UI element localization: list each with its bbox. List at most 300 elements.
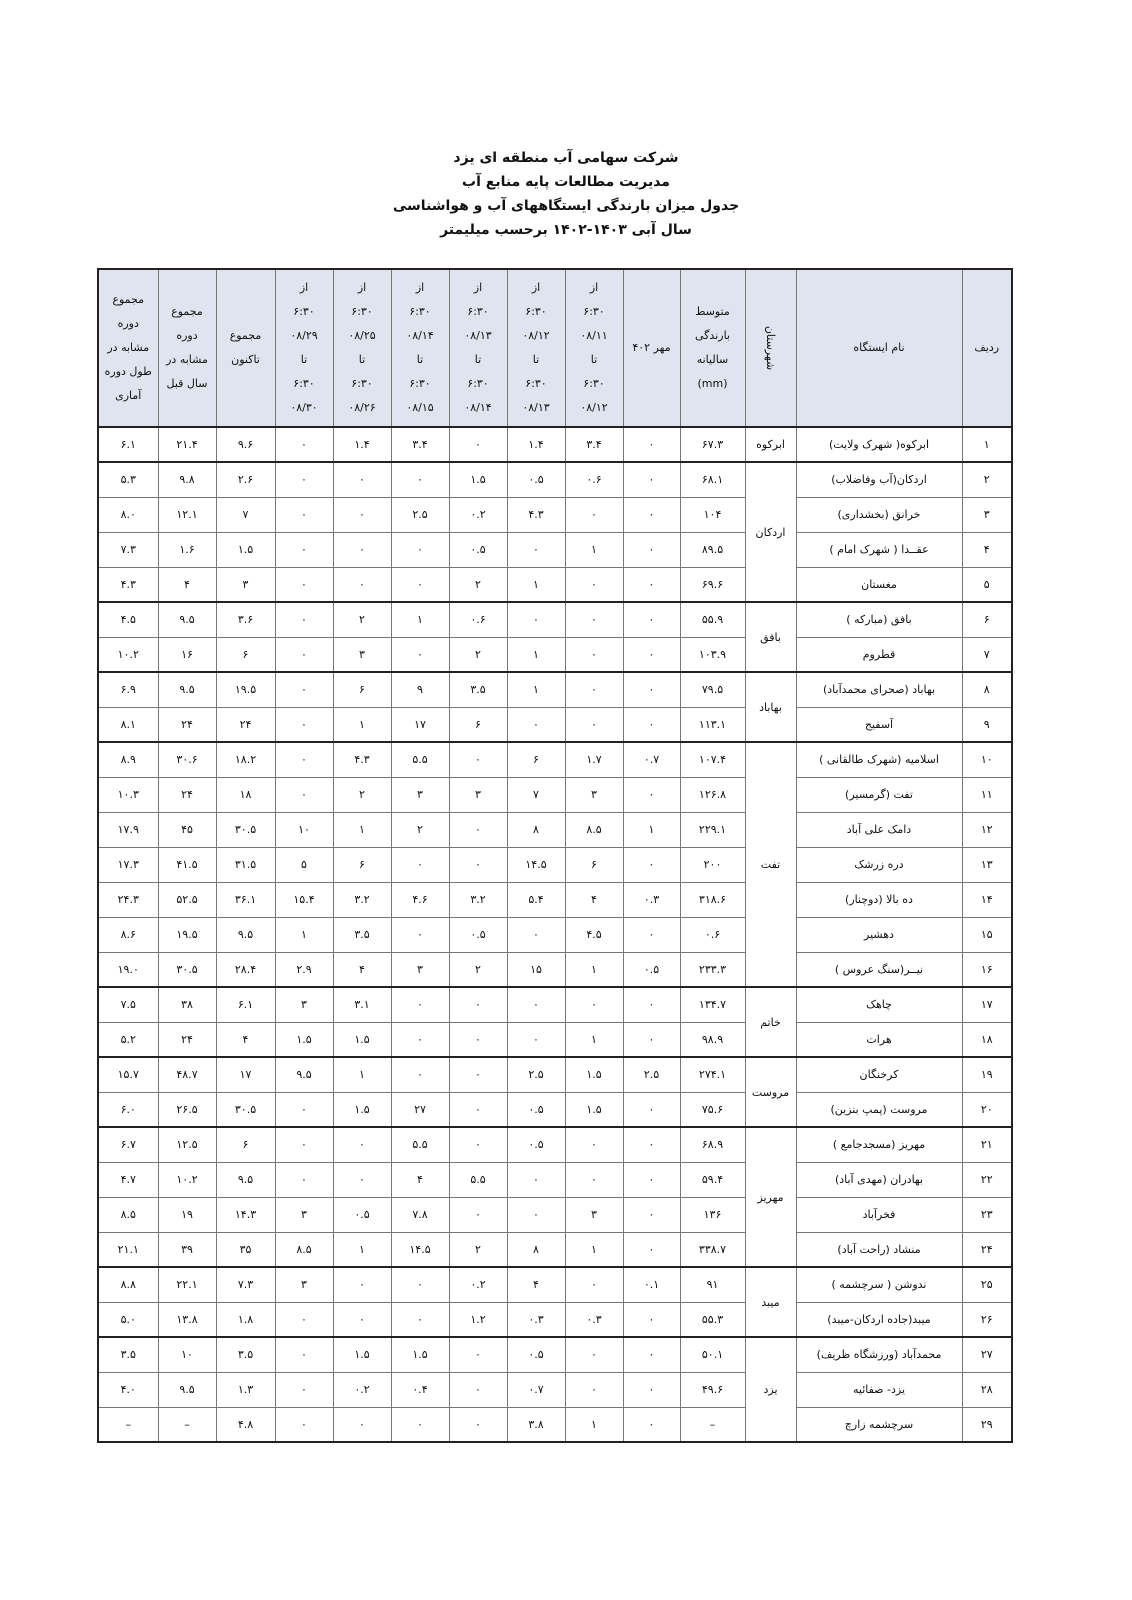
period-rainfall-cell: ۰ <box>565 1372 623 1407</box>
row-number-cell: ۱۳ <box>962 847 1012 882</box>
period-rainfall-cell: ۲ <box>449 567 507 602</box>
station-name-cell: دامک علی آباد <box>796 812 962 847</box>
avg-rainfall-cell: ۸۹.۵ <box>680 532 745 567</box>
period-rainfall-cell: ۰ <box>565 987 623 1022</box>
long-term-cell: ۱۰.۲ <box>98 637 158 672</box>
period-rainfall-cell: ۱ <box>333 707 391 742</box>
period-rainfall-cell: ۲.۵ <box>507 1057 565 1092</box>
row-number-cell: ۵ <box>962 567 1012 602</box>
table-row <box>98 1092 1012 1127</box>
header-period-line: ۰۸/۲۶ <box>348 401 376 414</box>
mehr-rainfall-cell: ۰ <box>623 1337 680 1372</box>
long-term-cell: ۲۴.۳ <box>98 882 158 917</box>
station-name-cell: منشاد (راحت آباد) <box>796 1232 962 1267</box>
period-rainfall-cell: ۱.۵ <box>333 1337 391 1372</box>
long-term-cell: ۱۹.۰ <box>98 952 158 987</box>
period-rainfall-cell: ۰ <box>333 1162 391 1197</box>
period-rainfall-cell: ۷ <box>507 777 565 812</box>
period-rainfall-cell: ۱۰ <box>275 812 333 847</box>
long-term-cell: ۵.۲ <box>98 1022 158 1057</box>
table-row <box>98 1197 1012 1232</box>
period-rainfall-cell: ۴ <box>333 952 391 987</box>
period-rainfall-cell: ۳ <box>275 987 333 1022</box>
period-rainfall-cell: ۰.۵ <box>507 462 565 497</box>
avg-rainfall-cell: ۶۸.۱ <box>680 462 745 497</box>
table-row <box>98 777 1012 812</box>
period-rainfall-cell: ۸.۵ <box>275 1232 333 1267</box>
period-rainfall-cell: ۰ <box>507 987 565 1022</box>
header-period-2 <box>507 269 565 427</box>
row-number-cell: ۲۹ <box>962 1407 1012 1442</box>
period-rainfall-cell: ۰ <box>507 1197 565 1232</box>
station-name-cell: محمدآباد (ورزشگاه ظریف) <box>796 1337 962 1372</box>
header-station: نام ایستگاه <box>796 269 962 427</box>
long-term-cell: ۸.۹ <box>98 742 158 777</box>
avg-rainfall-cell: ۶۹.۶ <box>680 567 745 602</box>
station-name-cell: بهاباد (صحرای محمدآباد) <box>796 672 962 707</box>
period-rainfall-cell: ۱.۷ <box>565 742 623 777</box>
period-rainfall-cell: ۱.۲ <box>449 1302 507 1337</box>
mehr-rainfall-cell: ۰ <box>623 777 680 812</box>
avg-rainfall-cell: ۱۲۶.۸ <box>680 777 745 812</box>
mehr-rainfall-cell: ۰ <box>623 637 680 672</box>
row-number-cell: ۶ <box>962 602 1012 637</box>
header-prev-line: سال قبل <box>166 377 208 390</box>
period-rainfall-cell: ۰ <box>333 532 391 567</box>
mehr-rainfall-cell: ۰ <box>623 847 680 882</box>
period-rainfall-cell: ۱ <box>333 1232 391 1267</box>
period-rainfall-cell: ۲ <box>449 637 507 672</box>
mehr-rainfall-cell: ۱ <box>623 812 680 847</box>
total-cell: ۳۶.۱ <box>216 882 275 917</box>
city-cell: یزد <box>745 1337 796 1442</box>
period-rainfall-cell: ۵ <box>275 847 333 882</box>
period-rainfall-cell: ۲.۹ <box>275 952 333 987</box>
period-rainfall-cell: ۰ <box>391 1022 449 1057</box>
long-term-cell: ۶.۰ <box>98 1092 158 1127</box>
table-row <box>98 602 1012 637</box>
header-period-line: ۶:۳۰ <box>409 377 431 390</box>
header-period-line: تا <box>416 353 424 366</box>
prev-year-cell: ۹.۵ <box>158 1372 216 1407</box>
period-rainfall-cell: ۰ <box>565 637 623 672</box>
city-cell: مهریز <box>745 1127 796 1267</box>
station-name-cell: اردکان(آب وفاضلاب) <box>796 462 962 497</box>
period-rainfall-cell: ۱۵ <box>507 952 565 987</box>
period-rainfall-cell: ۱ <box>565 532 623 567</box>
row-number-cell: ۱۶ <box>962 952 1012 987</box>
total-cell: ۳۰.۵ <box>216 1092 275 1127</box>
mehr-rainfall-cell: ۰ <box>623 1162 680 1197</box>
city-cell: تفت <box>745 742 796 987</box>
prev-year-cell: ۲۲.۱ <box>158 1267 216 1302</box>
period-rainfall-cell: ۱ <box>333 1057 391 1092</box>
period-rainfall-cell: ۱.۴ <box>507 427 565 462</box>
period-rainfall-cell: ۰ <box>333 1267 391 1302</box>
long-term-cell: ۵.۳ <box>98 462 158 497</box>
avg-rainfall-cell: ۵۹.۴ <box>680 1162 745 1197</box>
period-rainfall-cell: ۰ <box>275 1337 333 1372</box>
period-rainfall-cell: ۳ <box>449 777 507 812</box>
row-number-cell: ۲ <box>962 462 1012 497</box>
row-number-cell: ۱۱ <box>962 777 1012 812</box>
long-term-cell: ۴.۳ <box>98 567 158 602</box>
period-rainfall-cell: ۱.۵ <box>449 462 507 497</box>
total-cell: ۳.۶ <box>216 602 275 637</box>
prev-year-cell: ۳۰.۶ <box>158 742 216 777</box>
period-rainfall-cell: ۱۷ <box>391 707 449 742</box>
period-rainfall-cell: ۳ <box>333 637 391 672</box>
long-term-cell: ۷.۵ <box>98 987 158 1022</box>
total-cell: ۶ <box>216 1127 275 1162</box>
period-rainfall-cell: ۰ <box>275 427 333 462</box>
period-rainfall-cell: ۳.۴ <box>565 427 623 462</box>
header-period-line: تا <box>532 353 540 366</box>
table-row <box>98 707 1012 742</box>
period-rainfall-cell: ۶ <box>565 847 623 882</box>
mehr-rainfall-cell: ۲.۵ <box>623 1057 680 1092</box>
period-rainfall-cell: ۰ <box>449 742 507 777</box>
period-rainfall-cell: ۳ <box>391 777 449 812</box>
period-rainfall-cell: ۱.۵ <box>275 1022 333 1057</box>
station-name-cell: اسلامیه (شهرک طالقانی ) <box>796 742 962 777</box>
period-rainfall-cell: ۱.۵ <box>333 1092 391 1127</box>
header-period-line: تا <box>474 353 482 366</box>
header-row-number: ردیف <box>962 269 1012 427</box>
long-term-cell: ۸.۰ <box>98 497 158 532</box>
row-number-cell: ۲۷ <box>962 1337 1012 1372</box>
mehr-rainfall-cell: ۰.۱ <box>623 1267 680 1302</box>
row-number-cell: ۱۰ <box>962 742 1012 777</box>
period-rainfall-cell: ۰.۷ <box>507 1372 565 1407</box>
period-rainfall-cell: ۰.۲ <box>449 1267 507 1302</box>
header-period-line: تا <box>590 353 598 366</box>
period-rainfall-cell: ۰ <box>449 1092 507 1127</box>
row-number-cell: ۱ <box>962 427 1012 462</box>
header-long-term <box>98 269 158 427</box>
period-rainfall-cell: ۰.۲ <box>333 1372 391 1407</box>
period-rainfall-cell: ۰.۵ <box>333 1197 391 1232</box>
avg-rainfall-cell: ۱۱۳.۱ <box>680 707 745 742</box>
prev-year-cell: ۱۰.۲ <box>158 1162 216 1197</box>
mehr-rainfall-cell: ۰ <box>623 672 680 707</box>
period-rainfall-cell: ۱۵.۴ <box>275 882 333 917</box>
header-period-line: ۶:۳۰ <box>583 305 605 318</box>
header-total-line: مجموع <box>229 329 262 342</box>
header-period-line: ۰۸/۱۴ <box>464 401 492 414</box>
station-name-cell: مروست (پمپ بنزین) <box>796 1092 962 1127</box>
avg-rainfall-cell: ۵۵.۳ <box>680 1302 745 1337</box>
long-term-cell: ۱۵.۷ <box>98 1057 158 1092</box>
header-avg-line: سالیانه <box>696 353 729 366</box>
table-body <box>98 427 1012 1442</box>
mehr-rainfall-cell: ۰ <box>623 1197 680 1232</box>
mehr-rainfall-cell: ۰ <box>623 602 680 637</box>
company-title: شرکت سهامی آب منطقه ای یزد <box>453 150 679 166</box>
header-period-line: از <box>299 281 309 294</box>
prev-year-cell: ۳۸ <box>158 987 216 1022</box>
period-rainfall-cell: ۳.۱ <box>333 987 391 1022</box>
mehr-rainfall-cell: ۰ <box>623 707 680 742</box>
station-name-cell: دره زرشک <box>796 847 962 882</box>
avg-rainfall-cell: ۲۰۰ <box>680 847 745 882</box>
total-cell: ۱۷ <box>216 1057 275 1092</box>
header-period-line: ۰۸/۱۳ <box>522 401 550 414</box>
period-rainfall-cell: ۰ <box>449 987 507 1022</box>
period-rainfall-cell: ۰ <box>275 1127 333 1162</box>
table-row <box>98 1302 1012 1337</box>
row-number-cell: ۲۵ <box>962 1267 1012 1302</box>
avg-rainfall-cell: ۱۰۴ <box>680 497 745 532</box>
prev-year-cell: ۲۴ <box>158 707 216 742</box>
mehr-rainfall-cell: ۰ <box>623 987 680 1022</box>
period-rainfall-cell: ۷.۸ <box>391 1197 449 1232</box>
total-cell: ۲۴ <box>216 707 275 742</box>
department-title: مدیریت مطالعات پایه منابع آب <box>462 174 670 190</box>
period-rainfall-cell: ۰ <box>565 707 623 742</box>
period-rainfall-cell: ۰.۵ <box>449 917 507 952</box>
header-avg <box>680 269 745 427</box>
period-rainfall-cell: ۱۴.۵ <box>507 847 565 882</box>
period-rainfall-cell: ۴.۵ <box>565 917 623 952</box>
long-term-cell: ۶.۷ <box>98 1127 158 1162</box>
period-rainfall-cell: ۱ <box>565 952 623 987</box>
period-rainfall-cell: ۴.۳ <box>333 742 391 777</box>
header-avg-line: بارندگی <box>695 329 730 342</box>
water-year-title: سال آبی ۱۴۰۳-۱۴۰۲ برحسب میلیمتر <box>440 222 692 238</box>
period-rainfall-cell: ۰ <box>449 1022 507 1057</box>
station-name-cell: ده بالا (دوچنار) <box>796 882 962 917</box>
table-row <box>98 1022 1012 1057</box>
header-period-line: ۶:۳۰ <box>525 377 547 390</box>
avg-rainfall-cell: ۲۲۹.۱ <box>680 812 745 847</box>
period-rainfall-cell: ۰ <box>275 1407 333 1442</box>
period-rainfall-cell: ۶ <box>333 672 391 707</box>
row-number-cell: ۲۲ <box>962 1162 1012 1197</box>
period-rainfall-cell: ۳.۴ <box>391 427 449 462</box>
long-term-cell: ۸.۵ <box>98 1197 158 1232</box>
period-rainfall-cell: ۰ <box>275 1302 333 1337</box>
station-name-cell: بافق (مبارکه ) <box>796 602 962 637</box>
long-term-cell: ۱۷.۹ <box>98 812 158 847</box>
total-cell: ۱۴.۳ <box>216 1197 275 1232</box>
avg-rainfall-cell: ۷۹.۵ <box>680 672 745 707</box>
period-rainfall-cell: ۰ <box>275 497 333 532</box>
total-cell: ۳۵ <box>216 1232 275 1267</box>
period-rainfall-cell: ۲ <box>333 777 391 812</box>
period-rainfall-cell: ۰ <box>507 532 565 567</box>
period-rainfall-cell: ۰ <box>565 1337 623 1372</box>
table-row <box>98 987 1012 1022</box>
period-rainfall-cell: ۰.۶ <box>449 602 507 637</box>
period-rainfall-cell: ۰.۵ <box>449 532 507 567</box>
avg-rainfall-cell: ۱۳۶ <box>680 1197 745 1232</box>
period-rainfall-cell: ۱ <box>333 812 391 847</box>
period-rainfall-cell: ۰ <box>275 1092 333 1127</box>
prev-year-cell: ۹.۵ <box>158 602 216 637</box>
station-name-cell: تفت (گرمسیر) <box>796 777 962 812</box>
period-rainfall-cell: ۰ <box>275 567 333 602</box>
period-rainfall-cell: ۲۷ <box>391 1092 449 1127</box>
header-period-line: از <box>531 281 541 294</box>
period-rainfall-cell: ۰ <box>507 602 565 637</box>
prev-year-cell: ۴۵ <box>158 812 216 847</box>
table-row <box>98 1162 1012 1197</box>
table-row <box>98 672 1012 707</box>
prev-year-cell: ۲۱.۴ <box>158 427 216 462</box>
station-name-cell: ابرکوه( شهرک ولایت) <box>796 427 962 462</box>
prev-year-cell: ۴ <box>158 567 216 602</box>
table-row <box>98 1372 1012 1407</box>
header-period-line: ۰۸/۱۲ <box>580 401 608 414</box>
period-rainfall-cell: ۰ <box>275 672 333 707</box>
row-number-cell: ۲۴ <box>962 1232 1012 1267</box>
station-name-cell: نیــر(سنگ عروس ) <box>796 952 962 987</box>
period-rainfall-cell: ۰ <box>449 1127 507 1162</box>
period-rainfall-cell: ۱.۵ <box>333 1022 391 1057</box>
period-rainfall-cell: ۰ <box>565 567 623 602</box>
station-name-cell: یزد- صفائیه <box>796 1372 962 1407</box>
period-rainfall-cell: ۱ <box>507 672 565 707</box>
long-term-cell: ۴.۵ <box>98 602 158 637</box>
header-period-line: ۶:۳۰ <box>467 305 489 318</box>
period-rainfall-cell: ۰ <box>333 567 391 602</box>
table-row <box>98 1057 1012 1092</box>
period-rainfall-cell: ۲ <box>391 812 449 847</box>
avg-rainfall-cell: ۱۳۴.۷ <box>680 987 745 1022</box>
total-cell: ۹.۵ <box>216 917 275 952</box>
period-rainfall-cell: ۰ <box>333 497 391 532</box>
avg-rainfall-cell: ۱۰۳.۹ <box>680 637 745 672</box>
header-long-line: دوره <box>117 317 139 330</box>
header-period-line: تا <box>300 353 308 366</box>
mehr-rainfall-cell: ۰ <box>623 917 680 952</box>
period-rainfall-cell: ۳.۲ <box>449 882 507 917</box>
avg-rainfall-cell: ۵۵.۹ <box>680 602 745 637</box>
row-number-cell: ۱۵ <box>962 917 1012 952</box>
period-rainfall-cell: ۰ <box>391 567 449 602</box>
station-name-cell: سرچشمه زارچ <box>796 1407 962 1442</box>
period-rainfall-cell: ۸ <box>507 812 565 847</box>
avg-rainfall-cell: ۹۸.۹ <box>680 1022 745 1057</box>
total-cell: ۷ <box>216 497 275 532</box>
row-number-cell: ۲۶ <box>962 1302 1012 1337</box>
total-cell: ۳۰.۵ <box>216 812 275 847</box>
period-rainfall-cell: ۰ <box>275 742 333 777</box>
period-rainfall-cell: ۰.۵ <box>507 1337 565 1372</box>
city-cell: خاتم <box>745 987 796 1057</box>
header-total-line: تاکنون <box>231 353 260 366</box>
total-cell: ۱۹.۵ <box>216 672 275 707</box>
long-term-cell: ۸.۸ <box>98 1267 158 1302</box>
period-rainfall-cell: ۰ <box>275 777 333 812</box>
prev-year-cell: ۵۲.۵ <box>158 882 216 917</box>
total-cell: ۶.۱ <box>216 987 275 1022</box>
period-rainfall-cell: ۶ <box>507 742 565 777</box>
header-total <box>216 269 275 427</box>
table-row <box>98 497 1012 532</box>
avg-rainfall-cell: ۲۳۳.۳ <box>680 952 745 987</box>
mehr-rainfall-cell: ۰ <box>623 1372 680 1407</box>
prev-year-cell: ۲۴ <box>158 1022 216 1057</box>
period-rainfall-cell: ۰ <box>275 462 333 497</box>
table-title: جدول میزان بارندگی ایستگاههای آب و هواشناسی <box>392 198 740 214</box>
mehr-rainfall-cell: ۰ <box>623 427 680 462</box>
avg-rainfall-cell: ۷۵.۶ <box>680 1092 745 1127</box>
period-rainfall-cell: ۱ <box>565 1232 623 1267</box>
header-period-line: ۰۸/۲۵ <box>348 329 376 342</box>
avg-rainfall-cell: ۰.۶ <box>680 917 745 952</box>
total-cell: ۷.۳ <box>216 1267 275 1302</box>
station-name-cell: قطروم <box>796 637 962 672</box>
total-cell: ۳ <box>216 567 275 602</box>
period-rainfall-cell: ۳.۸ <box>507 1407 565 1442</box>
total-cell: ۱.۵ <box>216 532 275 567</box>
period-rainfall-cell: ۴ <box>507 1267 565 1302</box>
period-rainfall-cell: ۰ <box>333 1302 391 1337</box>
period-rainfall-cell: ۱ <box>391 602 449 637</box>
table-row <box>98 812 1012 847</box>
header-long-line: مشابه در <box>107 341 150 354</box>
table-row <box>98 742 1012 777</box>
period-rainfall-cell: ۱ <box>507 567 565 602</box>
period-rainfall-cell: ۰ <box>275 1162 333 1197</box>
period-rainfall-cell: ۸.۵ <box>565 812 623 847</box>
header-period-line: ۰۸/۱۵ <box>406 401 434 414</box>
header-period-line: ۶:۳۰ <box>293 377 315 390</box>
header-period-line: ۰۸/۳۰ <box>290 401 318 414</box>
document-titles <box>0 146 1132 242</box>
mehr-rainfall-cell: ۰ <box>623 1092 680 1127</box>
header-period-line: ۰۸/۱۲ <box>522 329 550 342</box>
long-term-cell: ۲۱.۱ <box>98 1232 158 1267</box>
period-rainfall-cell: ۳.۲ <box>333 882 391 917</box>
period-rainfall-cell: ۰ <box>333 462 391 497</box>
period-rainfall-cell: ۰ <box>333 1127 391 1162</box>
table-row <box>98 567 1012 602</box>
avg-rainfall-cell: ۶۷.۳ <box>680 427 745 462</box>
period-rainfall-cell: ۰.۳ <box>565 1302 623 1337</box>
period-rainfall-cell: ۰ <box>391 987 449 1022</box>
long-term-cell: ۱۰.۳ <box>98 777 158 812</box>
period-rainfall-cell: ۳ <box>275 1267 333 1302</box>
table-row <box>98 637 1012 672</box>
header-period-line: از <box>473 281 483 294</box>
station-name-cell: مهریز (مسجدجامع ) <box>796 1127 962 1162</box>
total-cell: ۳.۵ <box>216 1337 275 1372</box>
total-cell: ۳۱.۵ <box>216 847 275 882</box>
period-rainfall-cell: ۰ <box>275 637 333 672</box>
row-number-cell: ۲۸ <box>962 1372 1012 1407</box>
period-rainfall-cell: ۰ <box>565 497 623 532</box>
header-period-line: تا <box>358 353 366 366</box>
row-number-cell: ۱۴ <box>962 882 1012 917</box>
period-rainfall-cell: ۰ <box>449 427 507 462</box>
period-rainfall-cell: ۰ <box>275 1372 333 1407</box>
long-term-cell: ۴.۰ <box>98 1372 158 1407</box>
period-rainfall-cell: ۳ <box>565 777 623 812</box>
mehr-rainfall-cell: ۰ <box>623 462 680 497</box>
station-name-cell: مغستان <box>796 567 962 602</box>
period-rainfall-cell: ۰ <box>391 917 449 952</box>
header-long-line: مجموع <box>112 293 145 306</box>
total-cell: ۹.۶ <box>216 427 275 462</box>
period-rainfall-cell: ۰ <box>449 847 507 882</box>
header-period-line: ۰۸/۱۱ <box>580 329 608 342</box>
period-rainfall-cell: ۱ <box>565 1407 623 1442</box>
period-rainfall-cell: ۰ <box>391 847 449 882</box>
avg-rainfall-cell: ۶۸.۹ <box>680 1127 745 1162</box>
